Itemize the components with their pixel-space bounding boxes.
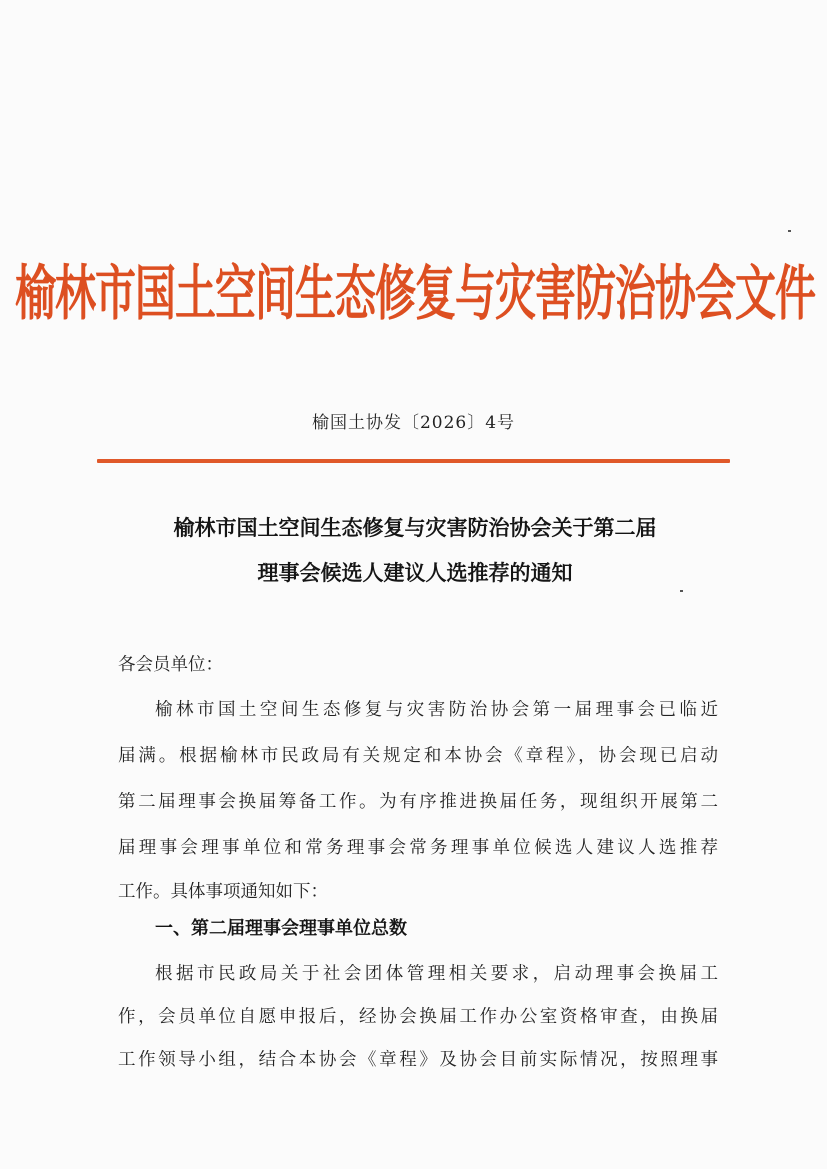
paragraph-1-line: 届理事会理事单位和常务理事会常务理事单位候选人建议人选推荐 [118,838,718,858]
salutation: 各会员单位： [118,655,223,675]
paragraph-2-line: 根据市民政局关于社会团体管理相关要求，启动理事会换届工 [155,964,718,984]
paragraph-1-line: 工作。具体事项通知如下： [118,882,328,902]
scan-speck [680,590,683,592]
paragraph-2-line: 工作领导小组，结合本协会《章程》及协会目前实际情况，按照理事 [118,1050,718,1070]
notice-title-line-1: 榆林市国土空间生态修复与灾害防治协会关于第二届 [173,515,657,540]
notice-title-line-2: 理事会候选人建议人选推荐的通知 [257,560,573,585]
document-number: 榆国土协发〔2026〕4号 [311,413,516,433]
paragraph-1-line: 榆林市国土空间生态修复与灾害防治协会第一届理事会已临近 [155,700,718,720]
paragraph-1-line: 届满。根据榆林市民政局有关规定和本协会《章程》，协会现已启动 [118,746,718,766]
org-document-header: 榆林市国土空间生态修复与灾害防治协会文件 [15,258,815,328]
scan-speck [788,230,791,232]
paragraph-2-line: 作，会员单位自愿申报后，经协会换届工作办公室资格审查，由换届 [118,1007,718,1027]
section-1-heading: 一、第二届理事会理事单位总数 [155,918,407,939]
paragraph-1-line: 第二届理事会换届筹备工作。为有序推进换届任务，现组织开展第二 [118,792,718,812]
red-divider-rule [97,459,730,463]
